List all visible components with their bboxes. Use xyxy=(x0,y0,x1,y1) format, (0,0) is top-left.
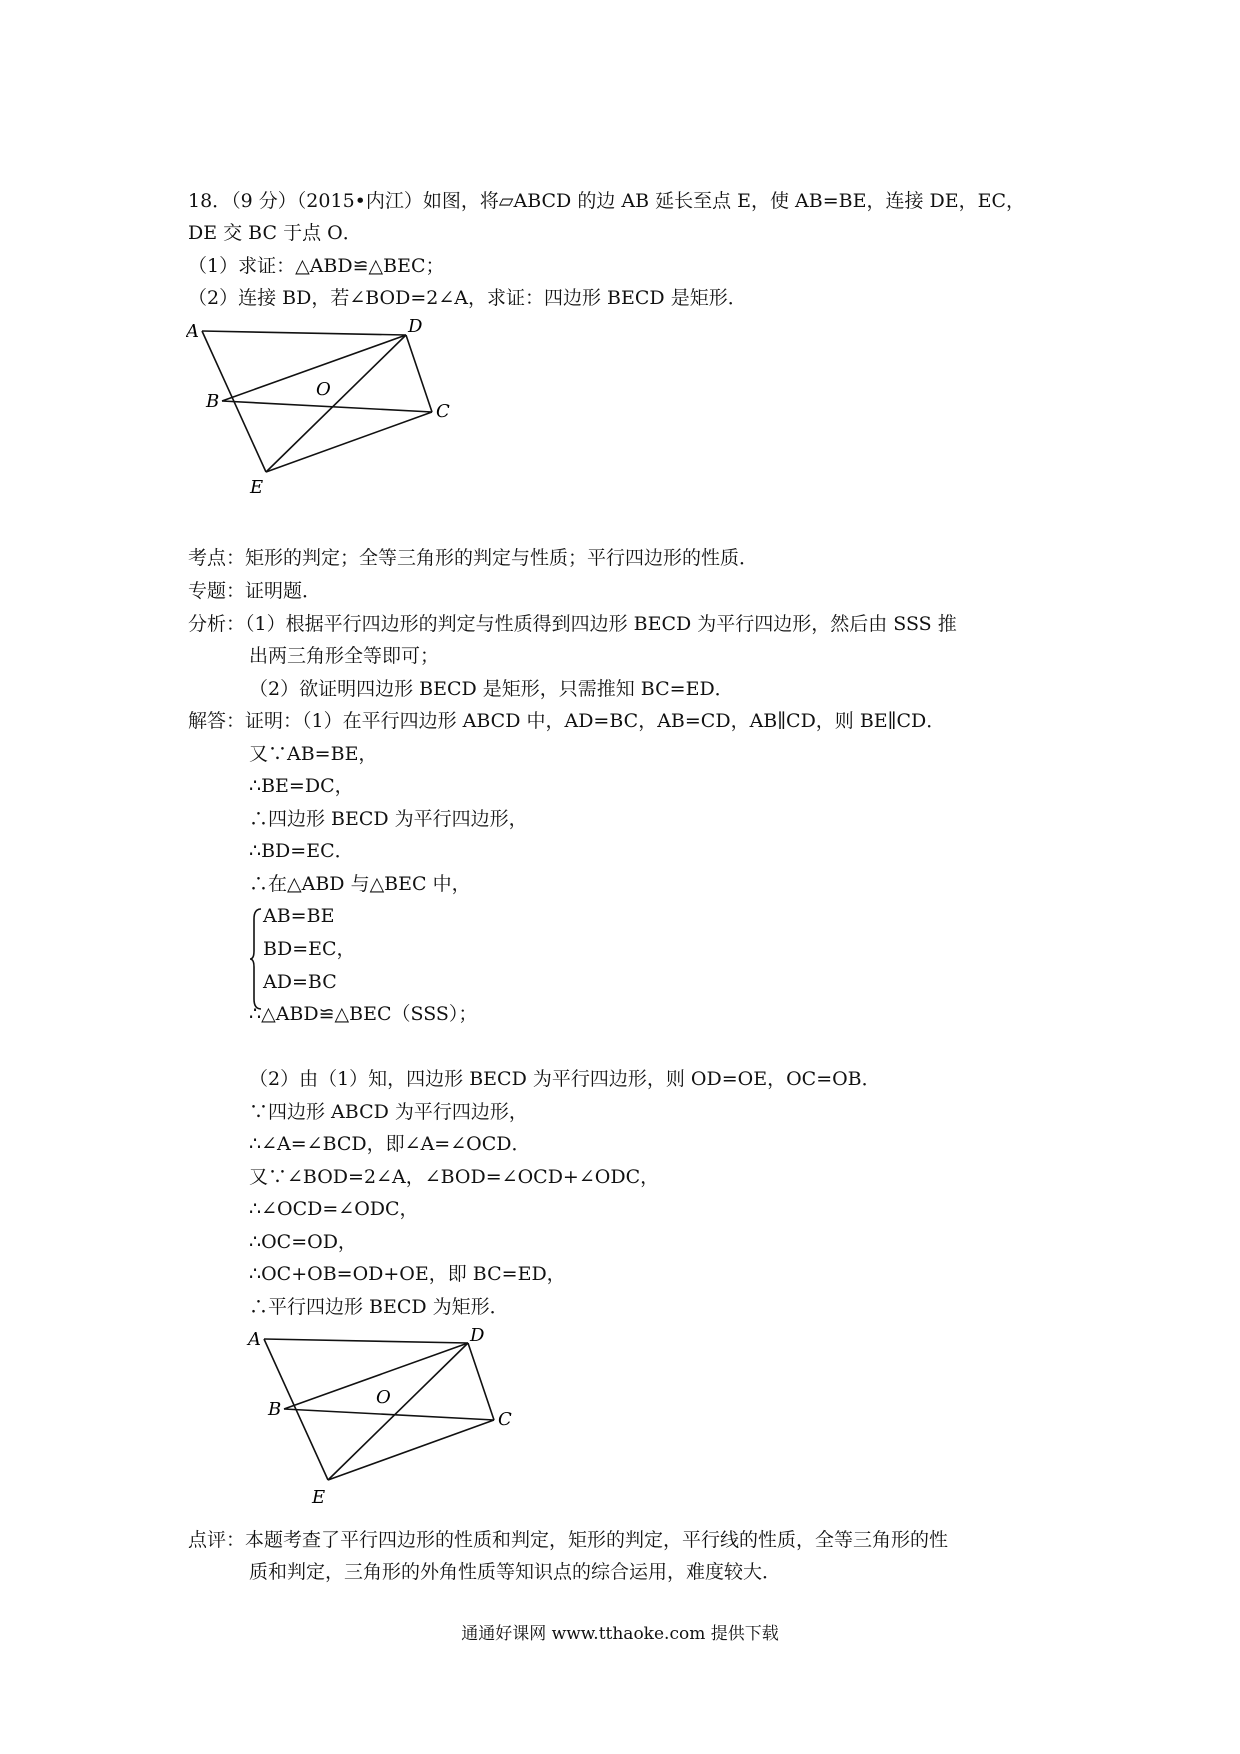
page-footer: 通通好课网 www.tthaoke.com 提供下载 xyxy=(461,1624,779,1644)
system-eq-1: AB=BE xyxy=(263,905,335,927)
solution-part2-line-6: ∴OC=OD， xyxy=(249,1231,357,1253)
analysis-line-1: 分析：（1）根据平行四边形的判定与性质得到四边形 BECD 为平行四边形，然后由 SSS 推 xyxy=(188,613,957,635)
label-A: A xyxy=(248,1329,261,1350)
label-B: B xyxy=(206,391,220,412)
solution-line-6: ∴在△ABD 与△BEC 中， xyxy=(249,873,471,895)
solution-line-7: ∴△ABD≌△BEC（SSS）； xyxy=(249,1003,478,1025)
segment-BC xyxy=(284,1409,494,1420)
system-eq-3: AD=BC xyxy=(263,971,337,993)
zhuanti: 专题：证明题． xyxy=(188,580,322,602)
problem-line-2: DE 交 BC 于点 O． xyxy=(188,222,362,244)
segment-EC xyxy=(328,1420,494,1480)
solution-line-1: 解答：证明：（1）在平行四边形 ABCD 中，AD=BC，AB=CD，AB∥CD，则 BE∥CD． xyxy=(188,710,946,732)
kaodian: 考点：矩形的判定；全等三角形的判定与性质；平行四边形的性质． xyxy=(188,547,759,569)
segment-AD xyxy=(202,331,406,335)
system-eq-2: BD=EC， xyxy=(263,938,356,960)
label-E: E xyxy=(250,477,264,498)
analysis-line-2: 出两三角形全等即可； xyxy=(249,645,440,667)
label-O: O xyxy=(376,1387,391,1408)
label-A: A xyxy=(186,321,199,342)
label-C: C xyxy=(436,401,450,422)
solution-part2-line-3: ∴∠A=∠BCD，即∠A=∠OCD． xyxy=(249,1133,531,1155)
solution-part2-line-2: ∵四边形 ABCD 为平行四边形， xyxy=(249,1101,528,1123)
solution-line-5: ∴BD=EC． xyxy=(249,840,354,862)
segment-DC xyxy=(468,1343,494,1420)
label-E: E xyxy=(312,1487,326,1508)
segment-AD xyxy=(264,1339,468,1343)
solution-part2-line-8: ∴平行四边形 BECD 为矩形． xyxy=(249,1296,509,1318)
solution-part2-line-4: 又∵∠BOD=2∠A，∠BOD=∠OCD+∠ODC， xyxy=(249,1166,660,1188)
segment-BD xyxy=(222,335,406,401)
segment-DC xyxy=(406,335,432,412)
solution-part2-line-5: ∴∠OCD=∠ODC， xyxy=(249,1198,419,1220)
problem-part-2: （2）连接 BD，若∠BOD=2∠A，求证：四边形 BECD 是矩形． xyxy=(188,287,747,309)
geometry-figure-2 xyxy=(246,1325,526,1515)
segment-EC xyxy=(266,412,432,472)
segment-BC xyxy=(222,401,432,412)
problem-line-1: 18．（9 分）（2015•内江）如图，将▱ABCD 的边 AB 延长至点 E，使 AB=BE，连接 DE，EC， xyxy=(188,190,1026,212)
segment-ED xyxy=(266,335,406,472)
label-C: C xyxy=(498,1409,512,1430)
solution-line-4: ∴四边形 BECD 为平行四边形， xyxy=(249,808,528,830)
solution-line-3: ∴BE=DC， xyxy=(249,775,354,797)
label-D: D xyxy=(470,1325,485,1346)
label-D: D xyxy=(408,316,423,337)
solution-line-2: 又∵AB=BE， xyxy=(249,743,378,765)
analysis-line-3: （2）欲证明四边形 BECD 是矩形，只需推知 BC=ED． xyxy=(249,678,734,700)
geometry-figure-1 xyxy=(186,315,456,505)
comment-line-2: 质和判定，三角形的外角性质等知识点的综合运用，难度较大． xyxy=(249,1561,782,1583)
comment-line-1: 点评：本题考查了平行四边形的性质和判定，矩形的判定，平行线的性质，全等三角形的性 xyxy=(188,1529,949,1551)
label-B: B xyxy=(268,1399,282,1420)
segment-ED xyxy=(328,1343,468,1480)
label-O: O xyxy=(316,379,331,400)
solution-part2-line-1: （2）由（1）知，四边形 BECD 为平行四边形，则 OD=OE，OC=OB． xyxy=(249,1068,881,1090)
system-brace xyxy=(249,907,263,1011)
problem-part-1: （1）求证：△ABD≌△BEC； xyxy=(188,255,445,277)
solution-part2-line-7: ∴OC+OB=OD+OE，即 BC=ED， xyxy=(249,1263,566,1285)
